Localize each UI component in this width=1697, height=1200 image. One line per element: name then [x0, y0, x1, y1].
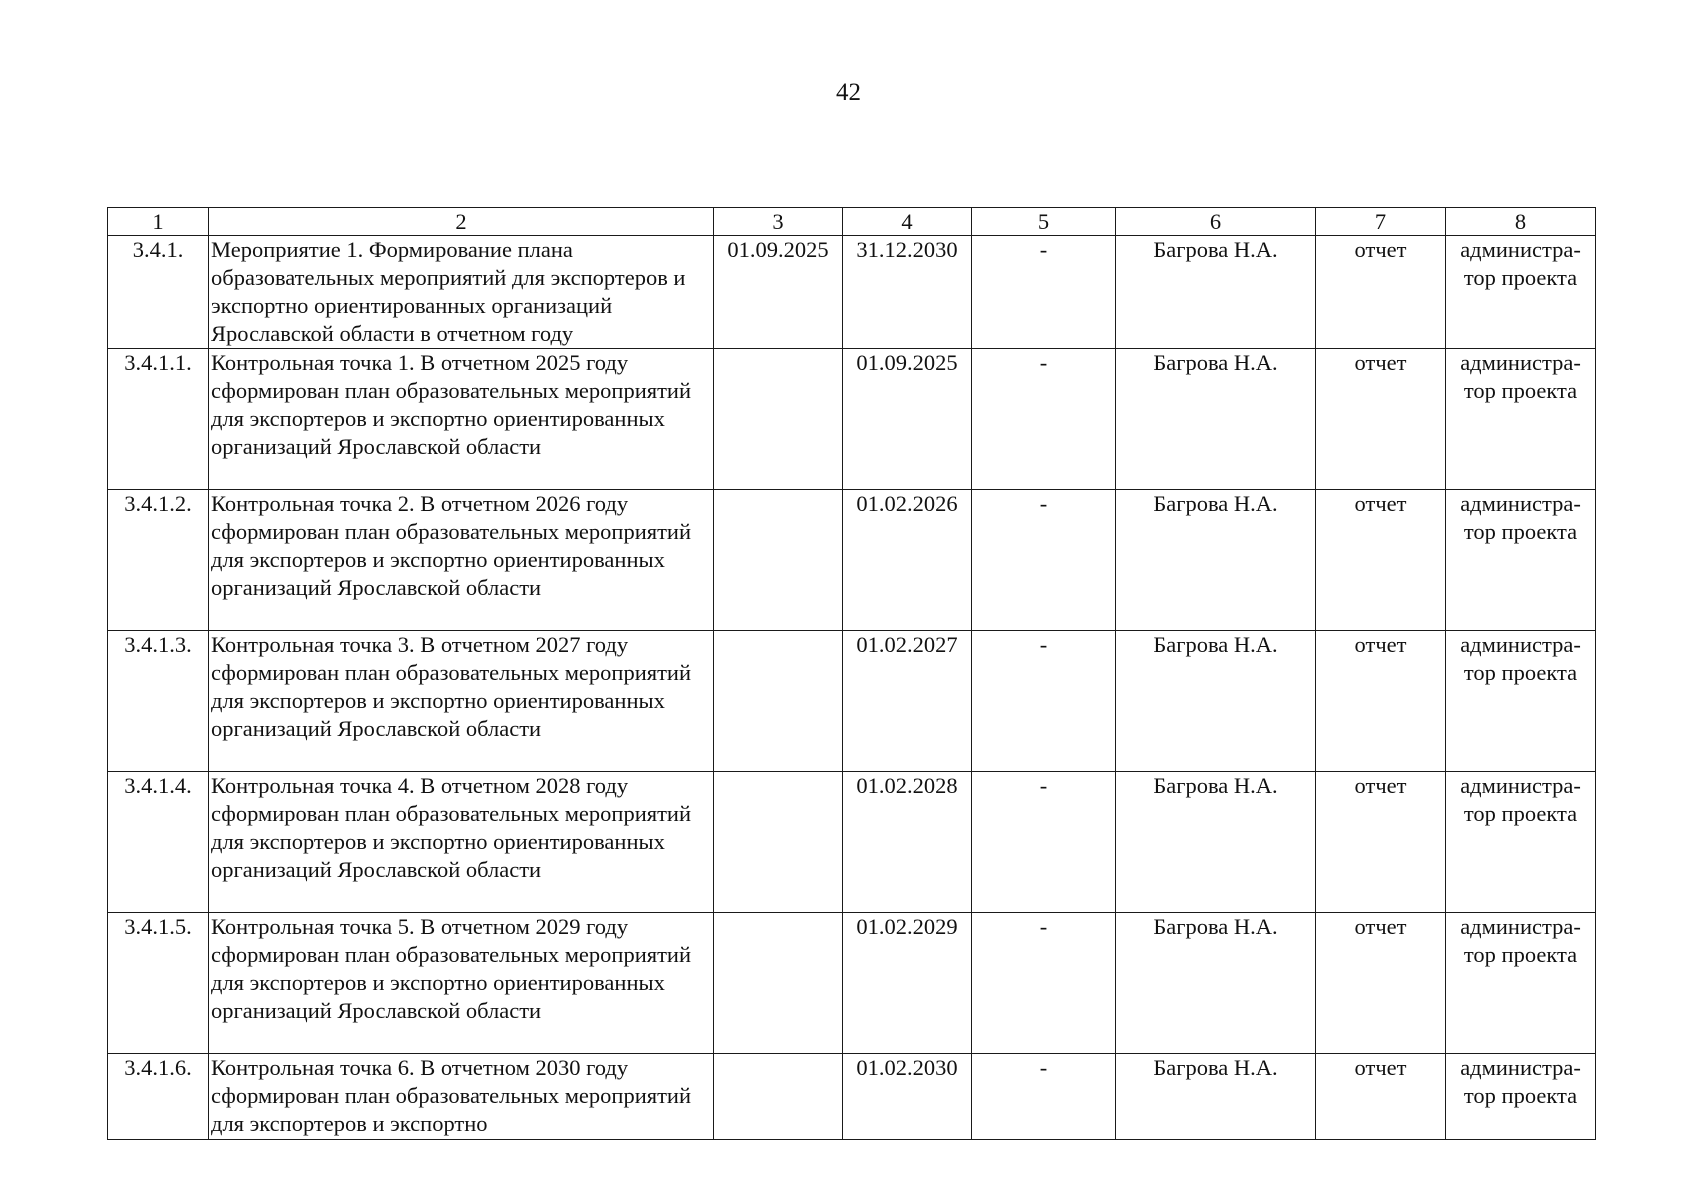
table-row — [108, 490, 1596, 631]
row-description: Контрольная точка 4. В отчетном 2028 году сформирован план образовательных мероприятий для экспортеров и экспортно ориентированных организаций Ярославской области — [209, 772, 714, 913]
end-date: 01.09.2025 — [843, 349, 972, 490]
role-line-1: администра- — [1460, 491, 1581, 516]
responsible-person: Багрова Н.А. — [1116, 1054, 1316, 1140]
end-date: 01.02.2029 — [843, 913, 972, 1054]
column-5-value: - — [972, 490, 1116, 631]
row-description: Контрольная точка 5. В отчетном 2029 году сформирован план образовательных мероприятий для экспортеров и экспортно ориентированных организаций Ярославской области — [209, 913, 714, 1054]
header-cell-4: 4 — [843, 208, 972, 236]
responsible-person: Багрова Н.А. — [1116, 236, 1316, 349]
role-line-2: тор проекта — [1463, 801, 1578, 826]
header-cell-3: 3 — [714, 208, 843, 236]
responsible-person: Багрова Н.А. — [1116, 772, 1316, 913]
header-cell-2: 2 — [209, 208, 714, 236]
start-date — [714, 490, 843, 631]
role-line-1: администра- — [1460, 1055, 1581, 1080]
end-date: 01.02.2027 — [843, 631, 972, 772]
end-date: 01.02.2030 — [843, 1054, 972, 1140]
end-date: 01.02.2026 — [843, 490, 972, 631]
header-row — [108, 208, 1596, 236]
role-line-2: тор проекта — [1463, 1083, 1578, 1108]
row-number: 3.4.1. — [108, 236, 209, 349]
responsible-person: Багрова Н.А. — [1116, 913, 1316, 1054]
start-date — [714, 631, 843, 772]
row-number: 3.4.1.6. — [108, 1054, 209, 1140]
header-cell-6: 6 — [1116, 208, 1316, 236]
column-5-value: - — [972, 631, 1116, 772]
row-description: Контрольная точка 2. В отчетном 2026 году сформирован план образовательных мероприятий для экспортеров и экспортно ориентированных организаций Ярославской области — [209, 490, 714, 631]
header-cell-8: 8 — [1446, 208, 1596, 236]
role-line-1: администра- — [1460, 773, 1581, 798]
role-line-1: администра- — [1460, 914, 1581, 939]
role-line-2: тор проекта — [1463, 942, 1578, 967]
role-line-2: тор проекта — [1463, 519, 1578, 544]
start-date — [714, 913, 843, 1054]
start-date — [714, 349, 843, 490]
role — [1446, 490, 1596, 631]
role-line-2: тор проекта — [1463, 265, 1578, 290]
start-date — [714, 1054, 843, 1140]
row-number: 3.4.1.4. — [108, 772, 209, 913]
document-type: отчет — [1316, 772, 1446, 913]
row-description: Мероприятие 1. Формирование плана образовательных мероприятий для экспортеров и экспортно ориентированных организаций Ярославской области в отчетном году — [209, 236, 714, 349]
document-type: отчет — [1316, 236, 1446, 349]
header-cell-7: 7 — [1316, 208, 1446, 236]
page-number: 42 — [836, 79, 861, 106]
row-description: Контрольная точка 3. В отчетном 2027 году сформирован план образовательных мероприятий для экспортеров и экспортно ориентированных организаций Ярославской области — [209, 631, 714, 772]
column-5-value: - — [972, 772, 1116, 913]
role-line-2: тор проекта — [1463, 378, 1578, 403]
schedule-table — [107, 207, 1596, 1140]
role-line-1: администра- — [1460, 632, 1581, 657]
role-line-1: администра- — [1460, 350, 1581, 375]
role — [1446, 772, 1596, 913]
document-type: отчет — [1316, 913, 1446, 1054]
role — [1446, 1054, 1596, 1140]
table-row — [108, 631, 1596, 772]
document-type: отчет — [1316, 349, 1446, 490]
table-row — [108, 236, 1596, 349]
table-row — [108, 349, 1596, 490]
row-number: 3.4.1.3. — [108, 631, 209, 772]
role — [1446, 631, 1596, 772]
role — [1446, 236, 1596, 349]
role-line-1: администра- — [1460, 237, 1581, 262]
column-5-value: - — [972, 349, 1116, 490]
responsible-person: Багрова Н.А. — [1116, 490, 1316, 631]
end-date: 31.12.2030 — [843, 236, 972, 349]
document-type: отчет — [1316, 631, 1446, 772]
role-line-2: тор проекта — [1463, 660, 1578, 685]
header-cell-5: 5 — [972, 208, 1116, 236]
row-number: 3.4.1.5. — [108, 913, 209, 1054]
row-number: 3.4.1.2. — [108, 490, 209, 631]
column-5-value: - — [972, 913, 1116, 1054]
responsible-person: Багрова Н.А. — [1116, 631, 1316, 772]
table-row — [108, 772, 1596, 913]
document-type: отчет — [1316, 490, 1446, 631]
column-5-value: - — [972, 1054, 1116, 1140]
table-row — [108, 913, 1596, 1054]
table-row — [108, 1054, 1596, 1140]
column-5-value: - — [972, 236, 1116, 349]
end-date: 01.02.2028 — [843, 772, 972, 913]
start-date: 01.09.2025 — [714, 236, 843, 349]
start-date — [714, 772, 843, 913]
header-cell-1: 1 — [108, 208, 209, 236]
row-description: Контрольная точка 6. В отчетном 2030 году сформирован план образовательных мероприятий для экспортеров и экспортно — [209, 1054, 714, 1140]
responsible-person: Багрова Н.А. — [1116, 349, 1316, 490]
row-description: Контрольная точка 1. В отчетном 2025 году сформирован план образовательных мероприятий для экспортеров и экспортно ориентированных организаций Ярославской области — [209, 349, 714, 490]
role — [1446, 349, 1596, 490]
document-type: отчет — [1316, 1054, 1446, 1140]
role — [1446, 913, 1596, 1054]
row-number: 3.4.1.1. — [108, 349, 209, 490]
